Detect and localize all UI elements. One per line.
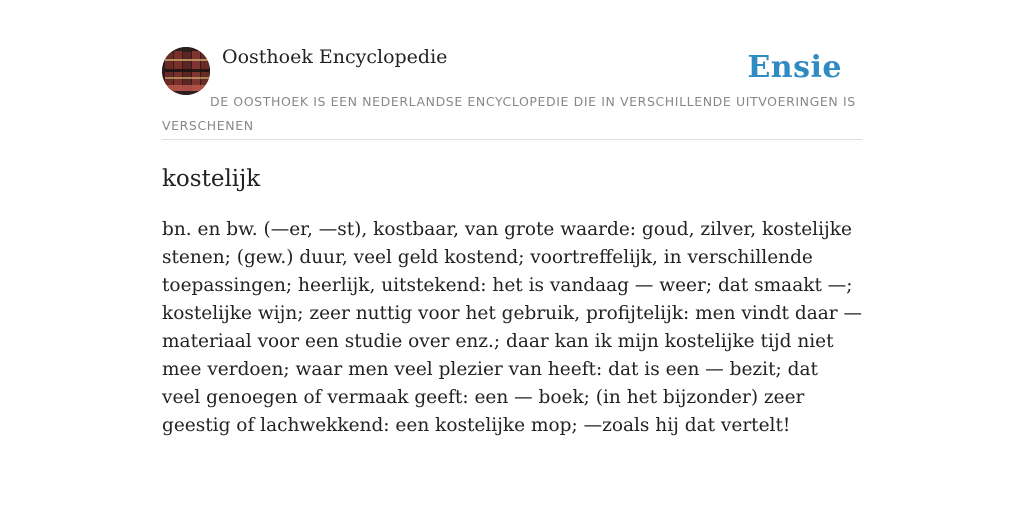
entry-definition: bn. en bw. (—er, —st), kostbaar, van grote waarde: goud, zilver, kostelijke stenen; (gew.) duur, veel geld kostend; voortreffelijk, in verschillende toepassingen; heerlijk, uitstekend: het is vandaag — weer; dat smaakt —; kostelijke wijn; zeer nuttig voor het gebruik, profijtelijk: men vindt daar —materiaal voor een studie over enz.; daar kan ik mijn kostelijke tijd niet mee verdoen; waar men veel plezier van heeft: dat is een — bezit; dat veel genoegen of vermaak geeft: een — boek; (in het bijzonder) zeer geestig of lachwekkend: een kostelijke mop; —zoals hij dat vertelt! — [162, 219, 862, 436]
site-tagline: DE OOSTHOEK IS EEN NEDERLANDSE ENCYCLOPEDIE DIE IN VERSCHILLENDE UITVOERINGEN IS VERSCHENEN — [162, 94, 856, 133]
site-header — [162, 44, 862, 140]
encyclopedia-books-icon[interactable] — [162, 47, 210, 95]
brand-logo[interactable]: Ensie — [747, 50, 842, 85]
entry-title: kostelijk — [162, 166, 261, 192]
site-title[interactable]: Oosthoek Encyclopedie — [222, 46, 448, 68]
entry-card — [162, 44, 862, 440]
